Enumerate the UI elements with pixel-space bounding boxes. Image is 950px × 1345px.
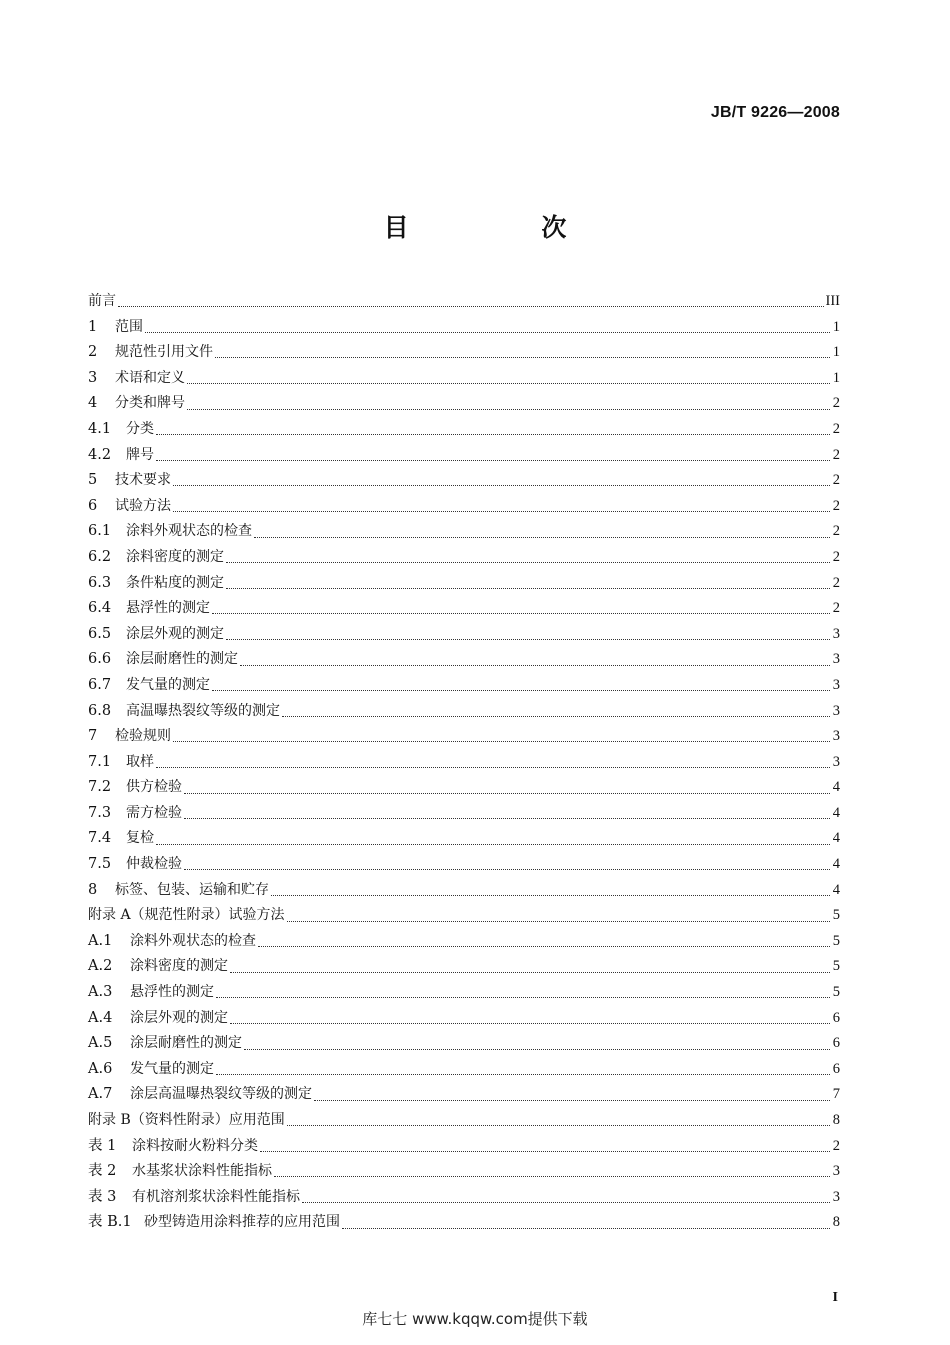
toc-entry-title: 复检 (126, 830, 154, 847)
toc-entry-title: 涂料外观状态的检查 (130, 932, 256, 949)
toc-entry-number: 7.2 (88, 779, 112, 796)
dot-leader (156, 843, 830, 845)
dot-leader (254, 536, 830, 538)
toc-entry[interactable] (88, 596, 840, 622)
dot-leader (314, 1099, 830, 1101)
toc-entry-number: 7.5 (88, 856, 112, 873)
toc-entry-number: 8 (88, 881, 98, 898)
toc-entry-number: 6.7 (88, 676, 112, 693)
toc-entry-page: 8 (832, 1112, 840, 1128)
toc-entry-page: 5 (832, 958, 840, 975)
toc-entry-title: 涂层外观的测定 (130, 1009, 228, 1026)
toc-entry-page: 3 (832, 625, 840, 642)
toc-entry[interactable] (88, 878, 840, 904)
dot-leader (226, 638, 830, 640)
toc-entry-page: 4 (832, 881, 840, 898)
toc-entry[interactable] (88, 571, 840, 597)
toc-entry[interactable] (88, 980, 840, 1006)
dot-leader (271, 894, 830, 896)
toc-entry-number: 4.1 (88, 420, 112, 437)
dot-leader (187, 382, 830, 384)
toc-entry-title: 范围 (115, 318, 143, 335)
toc-entry-page: 2 (832, 446, 840, 463)
toc-entry[interactable] (88, 929, 840, 955)
toc-entry[interactable] (88, 775, 840, 801)
toc-entry-number: 7.1 (88, 753, 112, 770)
toc-entry-number: 7.4 (88, 830, 112, 847)
dot-leader (173, 484, 830, 486)
toc-entry[interactable] (88, 494, 840, 520)
toc-entry-page: 3 (832, 753, 840, 770)
toc-entry-number: 6.3 (88, 574, 112, 591)
toc-entry[interactable] (88, 622, 840, 648)
toc-entry-title: 涂料外观状态的检查 (126, 523, 252, 540)
dot-leader (244, 1048, 830, 1050)
toc-entry[interactable] (88, 289, 840, 315)
toc-entry[interactable] (88, 468, 840, 494)
toc-entry-number: 6.4 (88, 600, 112, 617)
dot-leader (216, 1073, 830, 1075)
dot-leader (240, 664, 830, 666)
dot-leader (173, 740, 830, 742)
dot-leader (184, 792, 830, 794)
toc-entry-title: 术语和定义 (115, 369, 185, 386)
toc-entry-title: 发气量的测定 (130, 1060, 214, 1077)
dot-leader (184, 868, 830, 870)
toc-entry-title: 供方检验 (126, 779, 182, 796)
toc-entry-title: 分类和牌号 (115, 395, 185, 412)
toc-entry-number: 表 2 (88, 1163, 117, 1180)
toc-entry-title: 前言 (88, 293, 116, 309)
toc-entry-page: 5 (832, 907, 840, 924)
dot-leader (287, 1124, 830, 1126)
download-footer: 库七七 www.kqqw.com提供下载 (362, 1310, 588, 1328)
toc-entry-number: 7.3 (88, 804, 112, 821)
toc-entry-page: 2 (832, 523, 840, 540)
toc-entry[interactable] (88, 1185, 840, 1211)
dot-leader (184, 817, 830, 819)
toc-entry-title: 水基浆状涂料性能指标 (132, 1163, 272, 1180)
dot-leader (287, 920, 830, 922)
toc-entry-number: 3 (88, 369, 98, 386)
toc-entry-number: A.6 (88, 1060, 113, 1077)
toc-entry[interactable] (88, 1134, 840, 1160)
toc-entry[interactable] (88, 1006, 840, 1032)
toc-entry-title: 涂层耐磨性的测定 (126, 651, 238, 668)
toc-entry-title: 仲裁检验 (126, 856, 182, 873)
toc-entry-page: 4 (832, 779, 840, 796)
toc-entry[interactable] (88, 340, 840, 366)
dot-leader (118, 305, 824, 307)
toc-entry-title: 规范性引用文件 (115, 344, 213, 361)
toc-entry-page: 1 (832, 344, 840, 361)
dot-leader (226, 587, 830, 589)
toc-entry[interactable] (88, 826, 840, 852)
toc-entry-page: 5 (832, 984, 840, 1001)
toc-entry-page: 3 (832, 651, 840, 668)
toc-entry-title: 附录 A（规范性附录）试验方法 (88, 907, 285, 924)
page-number: I (832, 1290, 838, 1305)
toc-entry-page: 6 (832, 1060, 840, 1077)
toc-entry-title: 有机溶剂浆状涂料性能指标 (132, 1188, 300, 1205)
toc-entry-title: 试验方法 (115, 497, 171, 514)
toc-entry-page: 3 (832, 1163, 840, 1180)
toc-entry-title: 检验规则 (115, 728, 171, 745)
toc-entry-number: 6.2 (88, 548, 112, 565)
toc-entry-title: 悬浮性的测定 (130, 984, 214, 1001)
toc-entry-page: 2 (832, 395, 840, 412)
dot-leader (226, 561, 830, 563)
toc-entry-page: 1 (832, 369, 840, 386)
toc-entry-page: 7 (832, 1086, 840, 1103)
table-of-contents (88, 289, 840, 1236)
toc-entry-page: 2 (832, 600, 840, 617)
dot-leader (212, 689, 830, 691)
toc-entry[interactable] (88, 1031, 840, 1057)
dot-leader (156, 459, 830, 461)
toc-entry-number: A.4 (88, 1009, 113, 1026)
toc-entry-page: 8 (832, 1214, 840, 1231)
dot-leader (156, 766, 830, 768)
toc-entry-number: 5 (88, 472, 98, 489)
toc-entry-number: 表 3 (88, 1188, 117, 1205)
toc-entry[interactable] (88, 519, 840, 545)
toc-entry-page: 6 (832, 1035, 840, 1052)
toc-entry-title: 悬浮性的测定 (126, 600, 210, 617)
dot-leader (187, 408, 830, 410)
toc-entry-page: 2 (832, 420, 840, 437)
toc-entry[interactable] (88, 417, 840, 443)
toc-entry[interactable] (88, 1082, 840, 1108)
toc-entry[interactable] (88, 315, 840, 341)
toc-entry-number: A.3 (88, 984, 113, 1001)
toc-entry-title: 取样 (126, 753, 154, 770)
toc-entry-title: 发气量的测定 (126, 676, 210, 693)
toc-entry-number: A.5 (88, 1035, 113, 1052)
toc-entry[interactable] (88, 443, 840, 469)
toc-entry[interactable] (88, 1210, 840, 1236)
toc-entry-page: 2 (832, 574, 840, 591)
toc-entry-number: 表 1 (88, 1137, 117, 1154)
toc-entry-title: 涂料密度的测定 (130, 958, 228, 975)
toc-entry[interactable] (88, 954, 840, 980)
toc-entry[interactable] (88, 750, 840, 776)
toc-entry-number: 4.2 (88, 446, 112, 463)
dot-leader (230, 1022, 830, 1024)
toc-entry-number: 6.6 (88, 651, 112, 668)
toc-entry-title: 技术要求 (115, 472, 171, 489)
toc-entry-page: 4 (832, 856, 840, 873)
toc-heading: 目 次 (383, 213, 609, 242)
toc-entry-page: 2 (832, 548, 840, 565)
toc-entry-page: 2 (832, 1137, 840, 1154)
toc-entry[interactable] (88, 673, 840, 699)
toc-entry-number: 7 (88, 728, 98, 745)
toc-entry-number: 6.5 (88, 625, 112, 642)
dot-leader (282, 715, 830, 717)
dot-leader (156, 433, 830, 435)
dot-leader (342, 1227, 830, 1229)
toc-entry-page: 1 (832, 318, 840, 335)
toc-entry[interactable] (88, 852, 840, 878)
toc-entry-page: 4 (832, 804, 840, 821)
toc-entry-title: 涂层外观的测定 (126, 625, 224, 642)
toc-entry[interactable] (88, 1108, 840, 1134)
toc-entry-page: 3 (832, 1188, 840, 1205)
toc-entry[interactable] (88, 1057, 840, 1083)
toc-entry-number: 表 B.1 (88, 1214, 132, 1231)
dot-leader (216, 996, 830, 998)
dot-leader (173, 510, 830, 512)
dot-leader (230, 971, 830, 973)
toc-entry-title: 分类 (126, 420, 154, 437)
dot-leader (145, 331, 830, 333)
toc-entry-number: 2 (88, 344, 98, 361)
toc-entry-page: III (825, 293, 840, 309)
toc-entry-title: 涂层高温曝热裂纹等级的测定 (130, 1086, 312, 1103)
toc-entry[interactable] (88, 647, 840, 673)
toc-entry-number: 4 (88, 395, 98, 412)
toc-entry-number: 6.1 (88, 523, 112, 540)
toc-entry-title: 牌号 (126, 446, 154, 463)
dot-leader (212, 612, 830, 614)
toc-entry[interactable] (88, 699, 840, 725)
toc-entry-number: A.7 (88, 1086, 113, 1103)
toc-entry[interactable] (88, 1159, 840, 1185)
toc-entry-page: 3 (832, 728, 840, 745)
toc-entry-page: 3 (832, 702, 840, 719)
toc-entry[interactable] (88, 801, 840, 827)
toc-entry-title: 涂料按耐火粉料分类 (132, 1137, 258, 1154)
toc-entry-title: 砂型铸造用涂料推荐的应用范围 (144, 1214, 340, 1231)
toc-entry-page: 5 (832, 932, 840, 949)
toc-entry[interactable] (88, 545, 840, 571)
toc-entry-title: 条件粘度的测定 (126, 574, 224, 591)
toc-entry-page: 4 (832, 830, 840, 847)
dot-leader (215, 356, 830, 358)
toc-entry-page: 2 (832, 497, 840, 514)
toc-entry-number: A.1 (88, 932, 113, 949)
dot-leader (258, 945, 830, 947)
toc-entry-number: 6.8 (88, 702, 112, 719)
toc-entry-page: 2 (832, 472, 840, 489)
toc-entry-number: 6 (88, 497, 98, 514)
toc-entry-number: A.2 (88, 958, 113, 975)
toc-entry-title: 高温曝热裂纹等级的测定 (126, 702, 280, 719)
toc-entry-page: 6 (832, 1009, 840, 1026)
dot-leader (260, 1150, 830, 1152)
toc-entry-title: 标签、包装、运输和贮存 (115, 881, 269, 898)
toc-entry[interactable] (88, 391, 840, 417)
toc-entry-number: 1 (88, 318, 98, 335)
toc-entry[interactable] (88, 903, 840, 929)
toc-entry[interactable] (88, 366, 840, 392)
toc-entry-title: 涂料密度的测定 (126, 548, 224, 565)
toc-entry-title: 需方检验 (126, 804, 182, 821)
toc-entry[interactable] (88, 724, 840, 750)
dot-leader (274, 1175, 830, 1177)
toc-entry-title: 附录 B（资料性附录）应用范围 (88, 1112, 285, 1128)
dot-leader (302, 1201, 830, 1203)
toc-entry-page: 3 (832, 676, 840, 693)
standard-code: JB/T 9226—2008 (710, 104, 840, 121)
toc-entry-title: 涂层耐磨性的测定 (130, 1035, 242, 1052)
